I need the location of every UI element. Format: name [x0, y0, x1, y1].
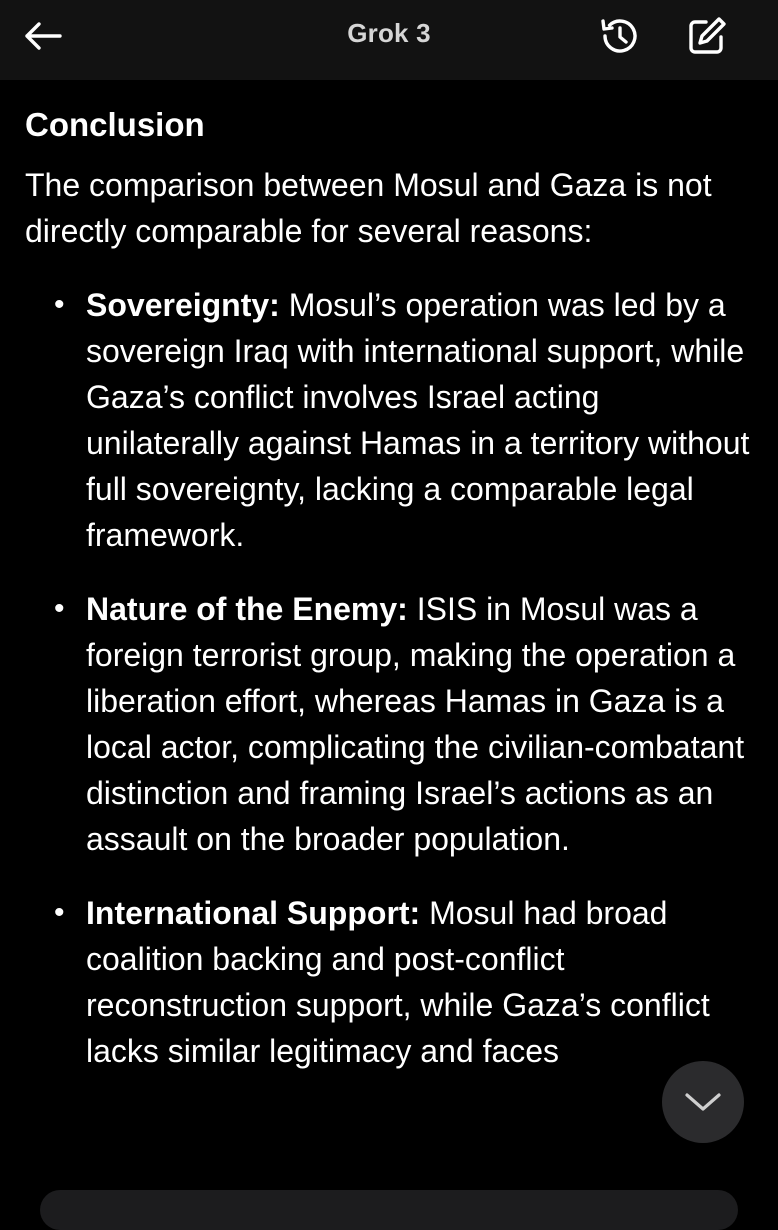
bullet-text: Mosul had broad coalition backing and post-conflict reconstruction support, while Gaza’s conflict lacks similar legitimacy and faces: [86, 895, 710, 1069]
section-heading: Conclusion: [25, 106, 205, 143]
composer-bar[interactable]: [40, 1190, 738, 1230]
reasons-list: [25, 282, 750, 1074]
edit-icon: [685, 14, 729, 58]
scroll-to-bottom-button[interactable]: [662, 1061, 744, 1143]
intro-paragraph: The comparison between Mosul and Gaza is not directly comparable for several reasons:: [25, 167, 712, 249]
bullet-icon: •: [54, 592, 65, 625]
bullet-icon: •: [54, 896, 65, 929]
list-item: [25, 282, 750, 558]
list-item: [25, 890, 750, 1074]
new-chat-button[interactable]: [682, 12, 732, 60]
list-item: [25, 586, 750, 862]
bullet-term: Nature of the Enemy:: [86, 591, 408, 627]
bullet-text: Mosul’s operation was led by a sovereign Iraq with international support, while Gaza’s conflict involves Israel acting unilaterally against Hamas in a territory without full sovereignty, lacking a comparable legal framework.: [86, 287, 750, 553]
bullet-text: ISIS in Mosul was a foreign terrorist group, making the operation a liberation effort, whereas Hamas in Gaza is a local actor, complicating the civilian-combatant distinction and framing Israel’s actions as an assault on the broader population.: [86, 591, 745, 857]
top-bar: [0, 0, 778, 80]
chevron-down-icon: [684, 1090, 722, 1114]
history-icon: [597, 14, 641, 58]
page-title: Grok 3: [347, 18, 431, 48]
bullet-term: International Support:: [86, 895, 421, 931]
history-button[interactable]: [594, 12, 644, 60]
message-content: [25, 100, 750, 1175]
bullet-icon: •: [54, 288, 65, 321]
bullet-term: Sovereignty:: [86, 287, 280, 323]
